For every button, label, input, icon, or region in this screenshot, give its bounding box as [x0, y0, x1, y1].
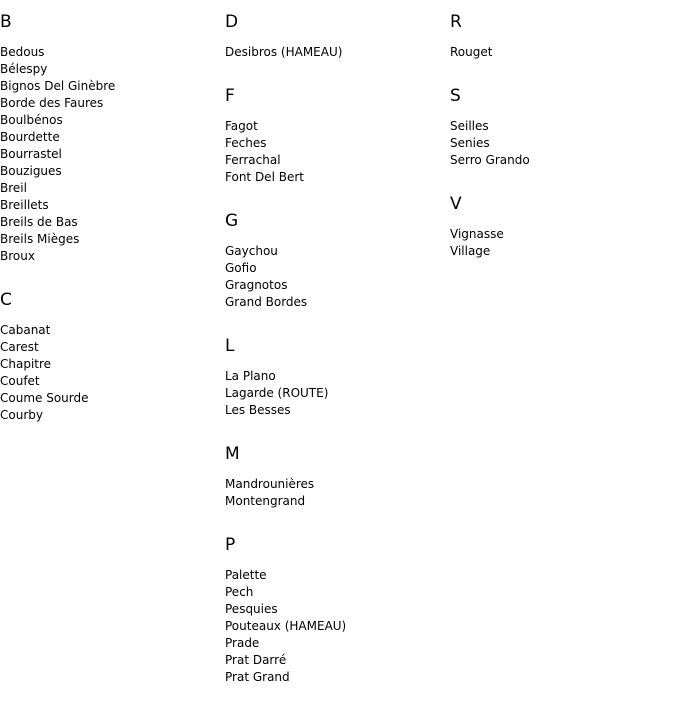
letter-group-f	[225, 86, 450, 186]
list-item	[225, 476, 450, 493]
place-list	[225, 44, 450, 61]
place-link-borde-des-faures[interactable]: Borde des Faures	[0, 96, 104, 110]
place-link-coume-sourde[interactable]: Coume Sourde	[0, 391, 89, 405]
list-item	[225, 44, 450, 61]
place-link-grand-bordes[interactable]: Grand Bordes	[225, 295, 308, 309]
place-link-palette[interactable]: Palette	[225, 568, 267, 582]
place-list	[225, 368, 450, 419]
place-list	[0, 322, 225, 424]
list-item	[0, 373, 225, 390]
list-item	[0, 95, 225, 112]
place-link-prade[interactable]: Prade	[225, 636, 260, 650]
list-item	[0, 78, 225, 95]
list-item	[0, 197, 225, 214]
place-link-pouteaux-hameau[interactable]: Pouteaux (HAMEAU)	[225, 619, 347, 633]
letter-heading: M	[225, 444, 240, 464]
place-link-fagot[interactable]: Fagot	[225, 119, 258, 133]
letter-heading: G	[225, 211, 239, 231]
place-list	[450, 226, 675, 260]
place-list	[225, 118, 450, 186]
place-link-cabanat[interactable]: Cabanat	[0, 323, 51, 337]
place-link-seilles[interactable]: Seilles	[450, 119, 489, 133]
list-item	[225, 368, 450, 385]
list-item	[225, 652, 450, 669]
list-item	[225, 567, 450, 584]
list-item	[0, 231, 225, 248]
list-item	[225, 584, 450, 601]
letter-group-v	[450, 194, 675, 260]
list-item	[225, 618, 450, 635]
place-link-desibros-hameau[interactable]: Desibros (HAMEAU)	[225, 45, 343, 59]
letter-heading: P	[225, 535, 236, 555]
place-link-montengrand[interactable]: Montengrand	[225, 494, 306, 508]
list-item	[225, 118, 450, 135]
place-list	[450, 44, 675, 61]
list-item	[0, 322, 225, 339]
list-item	[0, 44, 225, 61]
place-link-belespy[interactable]: Bélespy	[0, 62, 48, 76]
place-list	[225, 243, 450, 311]
place-link-mandrounieres[interactable]: Mandrounières	[225, 477, 315, 491]
list-item	[0, 356, 225, 373]
place-link-breil[interactable]: Breil	[0, 181, 27, 195]
list-item	[225, 493, 450, 510]
list-item	[225, 260, 450, 277]
letter-group-b	[0, 12, 225, 265]
place-link-pech[interactable]: Pech	[225, 585, 254, 599]
place-link-pesquies[interactable]: Pesquies	[225, 602, 278, 616]
place-link-village[interactable]: Village	[450, 244, 491, 258]
place-link-chapitre[interactable]: Chapitre	[0, 357, 52, 371]
letter-heading: B	[0, 12, 12, 32]
place-link-la-plano[interactable]: La Plano	[225, 369, 276, 383]
list-item	[0, 407, 225, 424]
place-link-gaychou[interactable]: Gaychou	[225, 244, 278, 258]
index-column	[225, 0, 450, 711]
list-item	[0, 129, 225, 146]
letter-group-r	[450, 12, 675, 61]
letter-group-l	[225, 336, 450, 419]
list-item	[225, 402, 450, 419]
list-item	[225, 294, 450, 311]
place-link-gofio[interactable]: Gofio	[225, 261, 257, 275]
list-item	[450, 226, 675, 243]
list-item	[225, 243, 450, 260]
list-item	[0, 146, 225, 163]
list-item	[225, 135, 450, 152]
place-link-senies[interactable]: Senies	[450, 136, 490, 150]
index-column	[450, 0, 675, 711]
list-item	[0, 112, 225, 129]
place-list	[225, 567, 450, 686]
place-link-bouzigues[interactable]: Bouzigues	[0, 164, 62, 178]
place-link-breils-mieges[interactable]: Breils Mièges	[0, 232, 80, 246]
place-link-prat-darre[interactable]: Prat Darré	[225, 653, 287, 667]
list-item	[450, 243, 675, 260]
place-link-bignos-del-ginebre[interactable]: Bignos Del Ginèbre	[0, 79, 116, 93]
list-item	[450, 44, 675, 61]
list-item	[225, 385, 450, 402]
letter-group-d	[225, 12, 450, 61]
place-link-font-del-bert[interactable]: Font Del Bert	[225, 170, 304, 184]
letter-heading: R	[450, 12, 462, 32]
list-item	[0, 248, 225, 265]
place-link-breillets[interactable]: Breillets	[0, 198, 49, 212]
place-link-rouget[interactable]: Rouget	[450, 45, 493, 59]
place-link-bourdette[interactable]: Bourdette	[0, 130, 60, 144]
letter-heading: F	[225, 86, 235, 106]
list-item	[225, 277, 450, 294]
place-link-boulbenos[interactable]: Boulbénos	[0, 113, 63, 127]
place-link-gragnotos[interactable]: Gragnotos	[225, 278, 288, 292]
list-item	[0, 339, 225, 356]
list-item	[450, 152, 675, 169]
list-item	[450, 135, 675, 152]
place-link-ferrachal[interactable]: Ferrachal	[225, 153, 281, 167]
letter-heading: L	[225, 336, 235, 356]
list-item	[225, 169, 450, 186]
place-link-feches[interactable]: Feches	[225, 136, 267, 150]
list-item	[0, 390, 225, 407]
list-item	[0, 163, 225, 180]
place-link-bedous[interactable]: Bedous	[0, 45, 45, 59]
place-list	[450, 118, 675, 169]
place-link-lagarde-route[interactable]: Lagarde (ROUTE)	[225, 386, 329, 400]
letter-heading: C	[0, 290, 12, 310]
list-item	[225, 152, 450, 169]
place-link-prat-grand[interactable]: Prat Grand	[225, 670, 290, 684]
list-item	[0, 180, 225, 197]
place-link-courby[interactable]: Courby	[0, 408, 43, 422]
letter-group-m	[225, 444, 450, 510]
letter-group-c	[0, 290, 225, 424]
letter-group-p	[225, 535, 450, 686]
letter-heading: V	[450, 194, 462, 214]
place-link-broux[interactable]: Broux	[0, 249, 35, 263]
place-link-bourrastel[interactable]: Bourrastel	[0, 147, 62, 161]
place-link-carest[interactable]: Carest	[0, 340, 39, 354]
list-item	[0, 61, 225, 78]
letter-group-s	[450, 86, 675, 169]
place-list	[225, 476, 450, 510]
letter-heading: D	[225, 12, 239, 32]
letter-heading: S	[450, 86, 461, 106]
place-link-breils-de-bas[interactable]: Breils de Bas	[0, 215, 78, 229]
place-link-les-besses[interactable]: Les Besses	[225, 403, 291, 417]
list-item	[225, 601, 450, 618]
place-list	[0, 44, 225, 265]
list-item	[450, 118, 675, 135]
place-link-serro-grando[interactable]: Serro Grando	[450, 153, 530, 167]
place-link-coufet[interactable]: Coufet	[0, 374, 40, 388]
list-item	[0, 214, 225, 231]
index-column	[0, 0, 225, 711]
place-link-vignasse[interactable]: Vignasse	[450, 227, 504, 241]
letter-group-g	[225, 211, 450, 311]
list-item	[225, 635, 450, 652]
list-item	[225, 669, 450, 686]
